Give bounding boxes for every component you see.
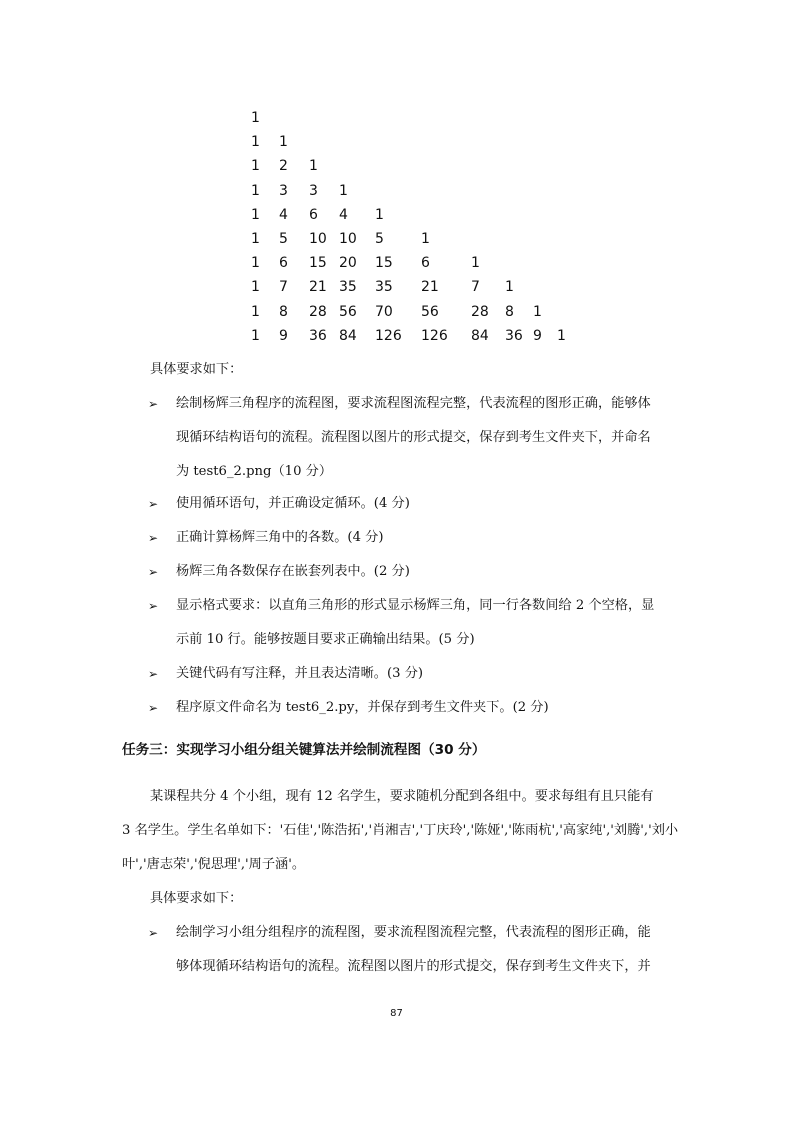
- triangle-number: 8: [505, 303, 514, 320]
- triangle-number: 1: [251, 110, 260, 126]
- triangle-row: [251, 324, 577, 348]
- list-item-line: 够体现循环结构语句的流程。流程图以图片的形式提交，保存到考生文件夹下，并: [176, 959, 651, 974]
- task-heading: 任务三：实现学习小组分组关键算法并绘制流程图（30 分）: [122, 742, 486, 758]
- triangle-number: 126: [375, 327, 402, 344]
- triangle-row: [251, 275, 577, 299]
- triangle-number: 3: [279, 182, 288, 199]
- triangle-number: 5: [279, 230, 288, 247]
- list-item-line: 绘制杨辉三角程序的流程图，要求流程图流程完整，代表流程的图形正确，能够体: [176, 396, 651, 411]
- triangle-number: 1: [251, 230, 260, 247]
- requirements-intro-2: 具体要求如下：: [150, 891, 243, 906]
- triangle-number: 1: [251, 158, 260, 175]
- triangle-number: 36: [505, 327, 523, 344]
- triangle-number: 1: [279, 134, 288, 151]
- triangle-row: [251, 227, 577, 251]
- list-item-line: 显示格式要求：以直角三角形的形式显示杨辉三角，同一行各数间给 2 个空格，显: [176, 598, 655, 613]
- triangle-number: 15: [309, 255, 327, 272]
- list-item-line: 关键代码有写注释，并且表达清晰。(3 分): [176, 666, 424, 681]
- triangle-number: 7: [471, 279, 480, 296]
- triangle-number: 10: [309, 230, 327, 247]
- triangle-number: 56: [421, 303, 439, 320]
- bullet-arrow-icon: ➢: [148, 926, 159, 940]
- triangle-number: 5: [375, 230, 384, 247]
- triangle-number: 20: [339, 255, 357, 272]
- triangle-number: 1: [251, 206, 260, 223]
- pascal-triangle: [251, 106, 577, 348]
- triangle-number: 21: [309, 279, 327, 296]
- triangle-row: [251, 130, 577, 154]
- triangle-number: 9: [533, 327, 542, 344]
- triangle-number: 56: [339, 303, 357, 320]
- triangle-number: 84: [339, 327, 357, 344]
- triangle-number: 1: [421, 230, 430, 247]
- bullet-arrow-icon: ➢: [148, 599, 159, 613]
- bullet-arrow-icon: ➢: [148, 397, 159, 411]
- paragraph-line: 叶','唐志荣','倪思理','周子涵'。: [122, 857, 306, 872]
- triangle-row: [251, 154, 577, 178]
- triangle-number: 1: [251, 182, 260, 199]
- triangle-number: 3: [309, 182, 318, 199]
- triangle-number: 84: [471, 327, 489, 344]
- triangle-row: [251, 300, 577, 324]
- list-item-line: 为 test6_2.png（10 分）: [176, 464, 333, 479]
- requirements-intro-1: 具体要求如下：: [150, 362, 243, 377]
- triangle-number: 7: [279, 279, 288, 296]
- list-item-line: 程序原文件命名为 test6_2.py，并保存到考生文件夹下。(2 分): [176, 700, 549, 715]
- triangle-number: 1: [471, 255, 480, 272]
- triangle-number: 6: [279, 255, 288, 272]
- triangle-number: 6: [309, 206, 318, 223]
- list-item-line: 示前 10 行。能够按题目要求正确输出结果。(5 分): [176, 632, 475, 647]
- bullet-arrow-icon: ➢: [148, 667, 159, 681]
- list-item-line: 现循环结构语句的流程。流程图以图片的形式提交，保存到考生文件夹下，并命名: [176, 430, 651, 445]
- triangle-number: 1: [557, 327, 566, 344]
- triangle-row: [251, 106, 577, 130]
- list-item-line: 杨辉三角各数保存在嵌套列表中。(2 分): [176, 564, 410, 579]
- triangle-number: 10: [339, 230, 357, 247]
- triangle-number: 8: [279, 303, 288, 320]
- triangle-number: 28: [471, 303, 489, 320]
- page-number: 87: [390, 1008, 403, 1019]
- triangle-number: 4: [279, 206, 288, 223]
- bullet-arrow-icon: ➢: [148, 531, 159, 545]
- triangle-number: 1: [251, 303, 260, 320]
- triangle-number: 1: [251, 279, 260, 296]
- triangle-number: 35: [339, 279, 357, 296]
- list-item-line: 使用循环语句，并正确设定循环。(4 分): [176, 496, 410, 511]
- paragraph-line: 某课程共分 4 个小组，现有 12 名学生，要求随机分配到各组中。要求每组有且只能有: [150, 789, 654, 804]
- triangle-number: 1: [339, 182, 348, 199]
- triangle-number: 1: [375, 206, 384, 223]
- list-item-line: 正确计算杨辉三角中的各数。(4 分): [176, 530, 384, 545]
- triangle-number: 70: [375, 303, 393, 320]
- triangle-row: [251, 203, 577, 227]
- triangle-number: 1: [251, 255, 260, 272]
- triangle-number: 35: [375, 279, 393, 296]
- triangle-number: 15: [375, 255, 393, 272]
- bullet-arrow-icon: ➢: [148, 565, 159, 579]
- triangle-number: 4: [339, 206, 348, 223]
- triangle-number: 9: [279, 327, 288, 344]
- list-item-line: 绘制学习小组分组程序的流程图，要求流程图流程完整，代表流程的图形正确，能: [176, 925, 651, 940]
- triangle-number: 28: [309, 303, 327, 320]
- triangle-number: 1: [251, 134, 260, 151]
- triangle-number: 6: [421, 255, 430, 272]
- triangle-number: 1: [309, 158, 318, 175]
- bullet-arrow-icon: ➢: [148, 497, 159, 511]
- triangle-row: [251, 179, 577, 203]
- triangle-number: 36: [309, 327, 327, 344]
- triangle-number: 126: [421, 327, 448, 344]
- bullet-arrow-icon: ➢: [148, 701, 159, 715]
- triangle-number: 1: [251, 327, 260, 344]
- paragraph-line: 3 名学生。学生名单如下：'石佳','陈浩拓','肖湘吉','丁庆玲','陈娅','陈雨杭','高家纯','刘腾','刘小: [122, 823, 679, 838]
- triangle-number: 1: [505, 279, 514, 296]
- triangle-number: 21: [421, 279, 439, 296]
- triangle-number: 1: [533, 303, 542, 320]
- triangle-row: [251, 251, 577, 275]
- triangle-number: 2: [279, 158, 288, 175]
